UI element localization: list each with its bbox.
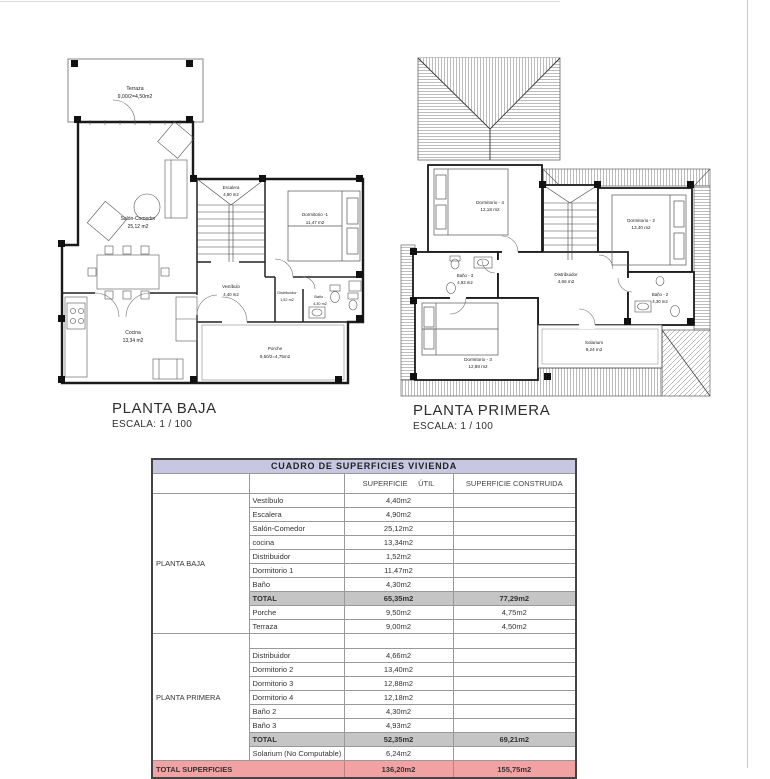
table-header-row (152, 474, 576, 494)
row-util: 12,18m2 (344, 691, 453, 705)
row-util: 4,93m2 (344, 719, 453, 733)
surface-areas-table (151, 458, 577, 779)
row-construida (453, 747, 576, 761)
row-util: 13,40m2 (344, 663, 453, 677)
planta-baja-title-block (112, 400, 217, 430)
row-name: Baño (249, 578, 344, 592)
row-util: 25,12m2 (344, 522, 453, 536)
roof-hatch (418, 58, 560, 160)
room-label: Baño - (314, 295, 326, 299)
room-area-label: 25,12 m2 (127, 224, 149, 230)
room-area-label: 4,90 m2 (223, 192, 239, 197)
room-area-label: 13,34 m2 (122, 338, 144, 344)
room-area-label: 1,52 m2 (280, 298, 294, 302)
room-label: Dormitorio -1 (301, 212, 329, 217)
row-construida (453, 536, 576, 550)
row-util: 52,35m2 (344, 733, 453, 747)
outer-walls (62, 122, 363, 383)
room-area-label: 12,88 m2 (468, 364, 488, 369)
row-name: Dormitorio 2 (249, 663, 344, 677)
row-name: Vestíbulo (249, 494, 344, 508)
planta-baja-plan (35, 57, 365, 405)
room-label: Escalera (222, 185, 240, 190)
grand-total-label: TOTAL SUPERFICIES (152, 761, 344, 779)
room-area-label: 11,47 m2 (305, 220, 325, 225)
row-util: 4,40m2 (344, 494, 453, 508)
table-title-row (152, 459, 576, 474)
row-util: 65,35m2 (344, 592, 453, 606)
row-util: 13,34m2 (344, 536, 453, 550)
row-name: TOTAL (249, 592, 344, 606)
section-label-planta-primera: PLANTA PRIMERA (152, 634, 249, 761)
scan-artifact-line (747, 0, 748, 768)
room-label: Salón-Comedor (120, 216, 156, 222)
grand-total-construida: 155,75m2 (453, 761, 576, 779)
plan-scale: ESCALA: 1 / 100 (413, 421, 494, 432)
header-cell (249, 474, 344, 494)
row-util: 11,47m2 (344, 564, 453, 578)
room-label: Distribuidor (554, 272, 578, 277)
row-name: TOTAL (249, 733, 344, 747)
row-name: Porche (249, 606, 344, 620)
row-construida (453, 634, 576, 649)
row-name: cocina (249, 536, 344, 550)
room-area-label: 9,00/2=4,50m2 (117, 94, 153, 100)
row-name: Solarium (No Computable) (249, 747, 344, 761)
plan-title: PLANTA BAJA (112, 400, 217, 417)
room-label: Dormitorio - 2 (627, 218, 655, 223)
room-area-label: 12,18 m2 (480, 207, 500, 212)
planta-primera-plan (398, 57, 718, 402)
row-util: 4,90m2 (344, 508, 453, 522)
row-construida (453, 691, 576, 705)
room-label: Baño - 3 (456, 273, 474, 278)
row-construida (453, 719, 576, 733)
room-label: Solarium (584, 340, 604, 345)
section-label-planta-baja: PLANTA BAJA (152, 494, 249, 634)
header-construida: SUPERFICIE CONSTRUIDA (453, 474, 576, 494)
row-name: Baño 3 (249, 719, 344, 733)
room-area-label: 4,40 m2 (223, 292, 239, 297)
room-area-label: 9,50/2=4,75m2 (259, 354, 291, 359)
row-name: Salón-Comedor (249, 522, 344, 536)
row-name (249, 634, 344, 649)
row-name: Terraza (249, 620, 344, 634)
row-construida (453, 649, 576, 663)
room-area-label: 4,30 m2 (313, 302, 327, 306)
row-util: 4,30m2 (344, 705, 453, 719)
header-cell (152, 474, 249, 494)
room-area-label: 4,66 m2 (557, 279, 575, 284)
row-construida: 4,75m2 (453, 606, 576, 620)
planta-primera-title-block (413, 402, 550, 432)
plan-title: PLANTA PRIMERA (413, 402, 551, 419)
row-name: Baño 2 (249, 705, 344, 719)
room-label: Terraza (126, 86, 144, 92)
room-area-label: 4,30 m2 (652, 299, 668, 304)
row-name: Dormitorio 3 (249, 677, 344, 691)
row-construida (453, 677, 576, 691)
row-construida (453, 508, 576, 522)
scan-artifact-line (0, 1, 560, 2)
room-label: Distribuidor (277, 291, 297, 295)
row-construida: 77,29m2 (453, 592, 576, 606)
row-construida: 4,50m2 (453, 620, 576, 634)
room-area-label: 9,24 m2 (585, 347, 603, 352)
room-label: Dormitorio - 3 (464, 357, 492, 362)
room-label: Dormitorio - 4 (476, 200, 504, 205)
row-name: Distribuidor (249, 550, 344, 564)
room-label: Baño - 2 (651, 292, 669, 297)
row-construida (453, 550, 576, 564)
grand-total-row (152, 761, 576, 779)
row-util (344, 634, 453, 649)
room-area-label: 4,93 m2 (457, 280, 473, 285)
row-name: Dormitorio 4 (249, 691, 344, 705)
table-title: CUADRO DE SUPERFICIES VIVIENDA (152, 459, 576, 474)
row-name: Distribuidor (249, 649, 344, 663)
row-construida (453, 705, 576, 719)
row-name: Dormitorio 1 (249, 564, 344, 578)
row-util: 1,52m2 (344, 550, 453, 564)
table-row (152, 494, 576, 508)
room-label: Vestíbulo (222, 284, 240, 289)
row-util: 9,00m2 (344, 620, 453, 634)
table-row (152, 634, 576, 649)
room-area-label: 13,40 m2 (631, 225, 651, 230)
grand-total-util: 136,20m2 (344, 761, 453, 779)
row-construida (453, 564, 576, 578)
plan-scale: ESCALA: 1 / 100 (112, 419, 193, 430)
row-util: 9,50m2 (344, 606, 453, 620)
row-construida: 69,21m2 (453, 733, 576, 747)
room-label: Porche (267, 346, 283, 351)
row-util: 4,66m2 (344, 649, 453, 663)
room-label: Cocina (125, 330, 141, 336)
row-util: 12,88m2 (344, 677, 453, 691)
row-util: 4,30m2 (344, 578, 453, 592)
row-construida (453, 578, 576, 592)
header-util: SUPERFICIE ÚTIL (344, 474, 453, 494)
row-construida (453, 522, 576, 536)
row-util: 6,24m2 (344, 747, 453, 761)
row-construida (453, 494, 576, 508)
row-construida (453, 663, 576, 677)
row-name: Escalera (249, 508, 344, 522)
